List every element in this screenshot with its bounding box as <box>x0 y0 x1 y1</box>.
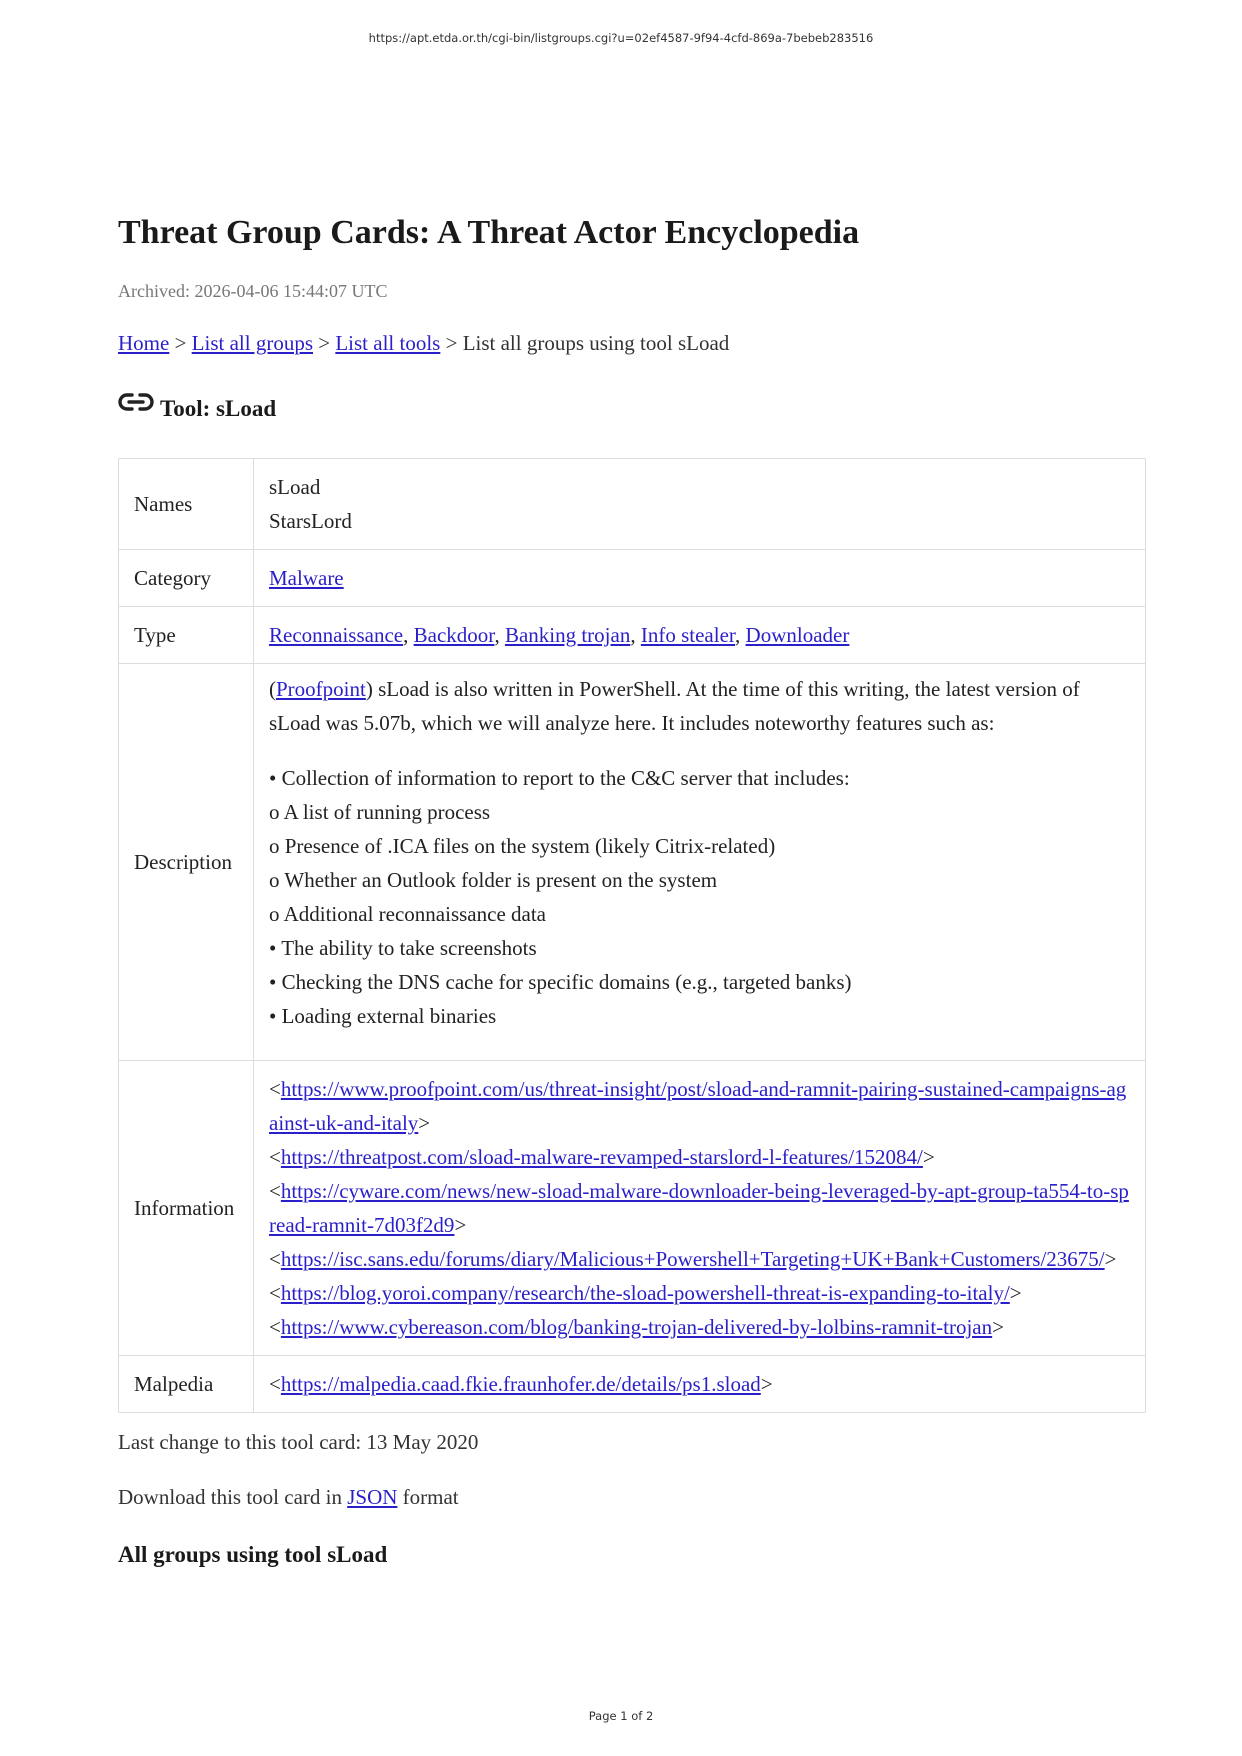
table-row-type <box>119 607 1146 664</box>
angle-close: > <box>760 1372 773 1396</box>
table-row-category <box>119 550 1146 607</box>
names-label: Names <box>119 459 254 550</box>
description-label: Description <box>119 664 254 1061</box>
information-links <box>269 1072 1130 1344</box>
angle-close: > <box>1009 1281 1022 1305</box>
breadcrumb-separator: > <box>169 331 192 355</box>
description-line: o A list of running process <box>269 800 491 824</box>
information-item <box>269 1140 1130 1174</box>
type-separator: , <box>403 623 414 647</box>
malpedia-value <box>254 1356 1146 1413</box>
malpedia-link[interactable]: https://malpedia.caad.fkie.fraunhofer.de/details/ps1.sload <box>280 1372 761 1396</box>
angle-open: < <box>269 1247 281 1271</box>
names-value <box>254 459 1146 550</box>
groups-heading: All groups using tool sLoad <box>118 1542 388 1567</box>
angle-open: < <box>269 1315 281 1339</box>
description-line: • Collection of information to report to the C&C server that includes: <box>269 766 850 790</box>
table-row-malpedia <box>119 1356 1146 1413</box>
information-item <box>269 1276 1130 1310</box>
information-link[interactable]: https://www.proofpoint.com/us/threat-insight/post/sload-and-ramnit-pairing-sustained-campaigns-against-uk-and-italy <box>269 1077 1127 1135</box>
angle-close: > <box>418 1111 431 1135</box>
malpedia-label: Malpedia <box>119 1356 254 1413</box>
description-intro <box>269 672 1130 740</box>
type-label: Type <box>119 607 254 664</box>
angle-close: > <box>1104 1247 1117 1271</box>
breadcrumb-all-tools-link[interactable]: List all tools <box>335 331 441 355</box>
table-row-information <box>119 1061 1146 1356</box>
type-link-downloader[interactable]: Downloader <box>745 623 850 647</box>
information-link[interactable]: https://threatpost.com/sload-malware-revamped-starslord-l-features/152084/ <box>280 1145 923 1169</box>
description-block <box>269 672 1130 1033</box>
category-value <box>254 550 1146 607</box>
information-item <box>269 1072 1130 1140</box>
description-line: o Presence of .ICA files on the system (likely Citrix-related) <box>269 834 776 858</box>
name-item: StarsLord <box>269 509 352 533</box>
angle-open: < <box>269 1372 281 1396</box>
download-prefix: Download this tool card in <box>118 1485 348 1509</box>
breadcrumb-current: List all groups using tool sLoad <box>462 331 730 355</box>
name-item: sLoad <box>269 475 321 499</box>
last-change-text: Last change to this tool card: 13 May 2020 <box>118 1430 479 1454</box>
type-link-backdoor[interactable]: Backdoor <box>413 623 495 647</box>
description-line: • Loading external binaries <box>269 1004 497 1028</box>
angle-open: < <box>269 1281 281 1305</box>
information-link[interactable]: https://www.cybereason.com/blog/banking-trojan-delivered-by-lolbins-ramnit-trojan <box>280 1315 993 1339</box>
description-line: • Checking the DNS cache for specific domains (e.g., targeted banks) <box>269 970 852 994</box>
category-label: Category <box>119 550 254 607</box>
information-link[interactable]: https://cyware.com/news/new-sload-malware-downloader-being-leveraged-by-apt-group-ta554-to-spread-ramnit-7d03f2d9 <box>269 1179 1129 1237</box>
breadcrumb-home-link[interactable]: Home <box>118 331 170 355</box>
type-separator: , <box>494 623 505 647</box>
table-row-names <box>119 459 1146 550</box>
description-paren: ( <box>269 677 276 701</box>
page-number: Page 1 of 2 <box>588 1709 654 1723</box>
link-icon <box>118 388 154 416</box>
angle-close: > <box>992 1315 1004 1339</box>
breadcrumb-separator: > <box>440 331 463 355</box>
information-item <box>269 1242 1130 1276</box>
information-label: Information <box>119 1061 254 1356</box>
angle-open: < <box>269 1145 281 1169</box>
angle-open: < <box>269 1077 281 1101</box>
type-link-reconnaissance[interactable]: Reconnaissance <box>269 623 404 647</box>
type-link-banking-trojan[interactable]: Banking trojan <box>504 623 631 647</box>
angle-close: > <box>454 1213 467 1237</box>
download-json-link[interactable]: JSON <box>347 1485 398 1509</box>
information-item <box>269 1174 1130 1242</box>
page-title: Threat Group Cards: A Threat Actor Encyclopedia <box>118 214 860 251</box>
description-line: o Additional reconnaissance data <box>269 902 546 926</box>
angle-open: < <box>269 1179 281 1203</box>
tool-heading <box>118 396 276 422</box>
description-line: • The ability to take screenshots <box>269 936 537 960</box>
breadcrumb-separator: > <box>313 331 336 355</box>
tool-card-table <box>118 458 1146 1413</box>
download-suffix: format <box>397 1485 459 1509</box>
information-item <box>269 1310 1130 1344</box>
category-malware-link[interactable]: Malware <box>269 566 344 590</box>
description-source-link[interactable]: Proofpoint <box>276 677 366 701</box>
type-separator: , <box>735 623 746 647</box>
breadcrumb-all-groups-link[interactable]: List all groups <box>191 331 313 355</box>
type-link-info-stealer[interactable]: Info stealer <box>640 623 736 647</box>
breadcrumb <box>118 331 729 356</box>
type-separator: , <box>630 623 641 647</box>
print-url-header: https://apt.etda.or.th/cgi-bin/listgroups.cgi?u=02ef4587-9f94-4cfd-869a-7bebeb283516 <box>368 31 874 45</box>
information-value <box>254 1061 1146 1356</box>
download-line <box>118 1485 459 1510</box>
type-value <box>254 607 1146 664</box>
tool-title: Tool: sLoad <box>160 396 277 421</box>
information-link[interactable]: https://blog.yoroi.company/research/the-sload-powershell-threat-is-expanding-to-italy/ <box>280 1281 1010 1305</box>
table-row-description <box>119 664 1146 1061</box>
information-link[interactable]: https://isc.sans.edu/forums/diary/Malicious+Powershell+Targeting+UK+Bank+Customers/23675/ <box>280 1247 1105 1271</box>
description-line: o Whether an Outlook folder is present on the system <box>269 868 718 892</box>
angle-close: > <box>922 1145 935 1169</box>
description-value <box>254 664 1146 1061</box>
description-intro-text: ) sLoad is also written in PowerShell. At the time of this writing, the latest version of sLoad was 5.07b, which we will analyze here. It includes noteworthy features such as: <box>269 677 1080 735</box>
archived-timestamp: Archived: 2026-04-06 15:44:07 UTC <box>118 281 388 301</box>
